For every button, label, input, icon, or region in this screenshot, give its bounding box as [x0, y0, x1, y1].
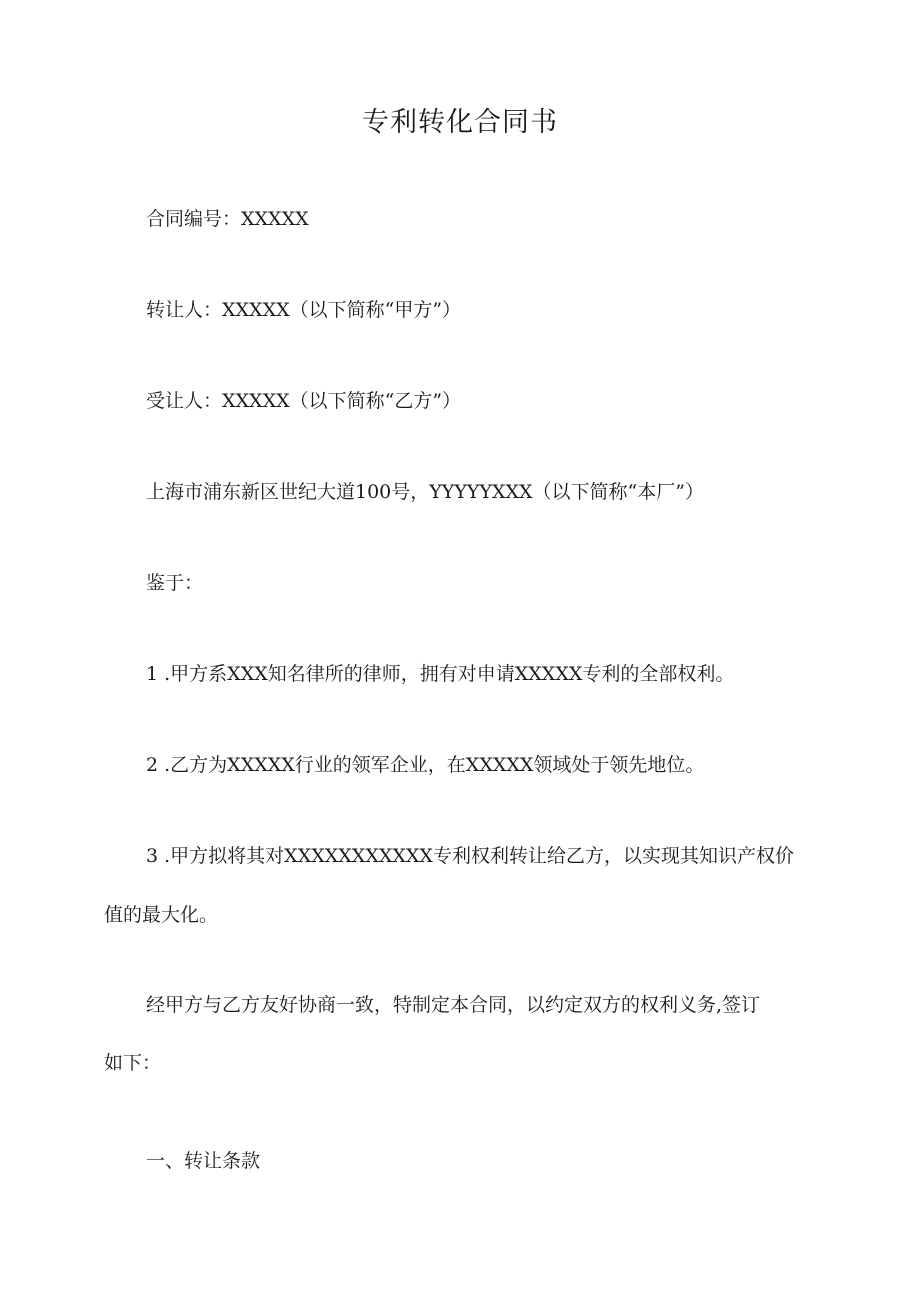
- transferor-line: 转让人：XXXXX（以下简称“甲方”）: [146, 299, 462, 321]
- agreement-line-2: 如下：: [104, 1052, 162, 1074]
- section-heading-transfer-terms: 一、转让条款: [146, 1150, 261, 1172]
- whereas-heading: 鉴于：: [146, 572, 204, 594]
- agreement-line-1: 经甲方与乙方友好协商一致，特制定本合同，以约定双方的权利义务,签订: [146, 994, 761, 1016]
- whereas-item-3-line-2: 值的最大化。: [104, 904, 219, 926]
- document-title: 专利转化合同书: [362, 107, 558, 138]
- factory-line: 上海市浦东新区世纪大道100号，YYYYYXXX（以下简称“本厂”）: [146, 481, 704, 503]
- transferee-line: 受让人：XXXXX（以下简称“乙方”）: [146, 390, 462, 412]
- whereas-item-1: 1 .甲方系XXX知名律所的律师，拥有对申请XXXXX专利的全部权利。: [146, 663, 735, 685]
- whereas-item-2: 2 .乙方为XXXXX行业的领军企业，在XXXXX领域处于领先地位。: [146, 754, 705, 776]
- contract-number: 合同编号：XXXXX: [146, 208, 309, 230]
- whereas-item-3-line-1: 3 .甲方拟将其对XXXXXXXXXXX专利权利转让给乙方，以实现其知识产权价: [146, 845, 794, 867]
